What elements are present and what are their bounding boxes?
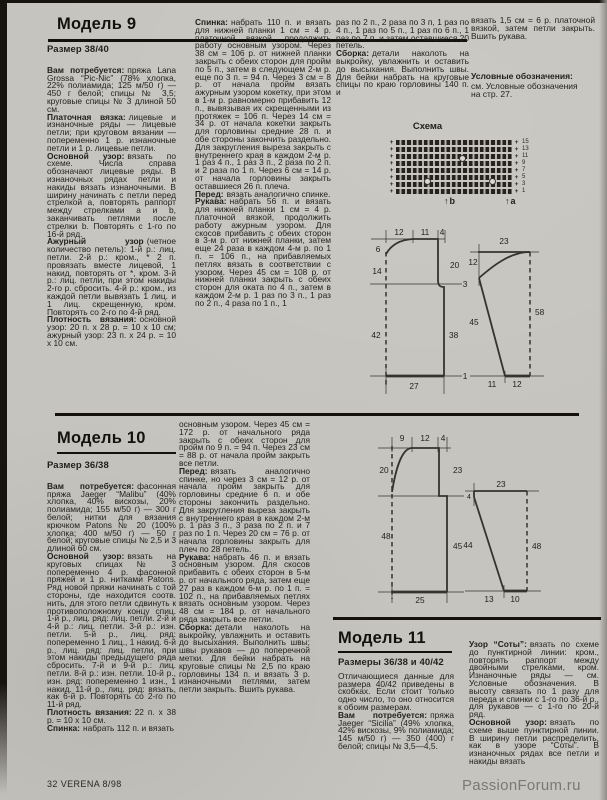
paragraph — [47, 316, 176, 347]
paragraph-text: детали наколоть на выкройку, увлажнить и оставить до высыхания. Выполнить швы; швы рукавов — до поперечной метки. Для бейки набрать на круговые спицы № 2,5 по краю горловины 134 п. и вязать 3 р. изнаночными петлями, затем петли закрыть. Вшить рукава. — [179, 621, 310, 695]
chart-row — [388, 174, 520, 181]
diagram-label: 58 — [535, 307, 545, 317]
rapport-arrow-b: ↑b — [444, 196, 456, 206]
paragraph — [179, 551, 310, 624]
paragraph-text: вязать на круговых спицах № 3 попеременно 4 р. фасонной пряжей и 1 р. нитками Patons. Ряд новой пряжи начинать с той стороны, где находится соотв. нить, для этого петли сдвинуть к противоположному концу спиц. 1-й р., лиц. ряд: лиц. петли. 2-й и 4-й р.: лиц. петли. 3-й р.: изн. петли. 5-й р., лиц. ряд: попеременно 1 лиц., 1 накид. 6-й р., лиц. ряд: лиц. петли, при этом накиды предыдущего ряда сбросить. 7-й и 9-й р.: лиц. петли. 8-й р.: изн. петли. 10-й р., изн. ряд: попеременно 1 изн., 1 накид. 11-й р., лиц. ряд: вязать, как 6-й р. Повторять со 2-го по 11-й ряд. — [47, 550, 176, 710]
paragraph — [338, 709, 454, 751]
paragraph — [47, 150, 176, 239]
chart-row-numbers — [522, 139, 534, 195]
diagram-label: 9 — [399, 433, 405, 443]
diagram-reference-lines — [370, 230, 462, 394]
model11-divider — [333, 617, 601, 620]
diagram-outline — [386, 239, 444, 376]
paragraph — [195, 198, 331, 307]
paragraph-lead: Перед: — [195, 188, 224, 199]
chart-row — [388, 146, 520, 153]
paragraph — [179, 465, 310, 554]
chart-row — [388, 139, 520, 146]
diagram-label: 23 — [496, 479, 506, 489]
chart-special-symbol — [489, 178, 496, 185]
paragraph-text: набрать 110 п. и вязать для нижней планки 1 см = 4 р. платочной вязкой, продолжить работу основным узором. Через 38 см = 106 р. от нижней планки закрыть с обеих сторон для пройм по 5 п., затем в следующем 2-м р. еще по 3 п. = 94 п. Через 3 см = 8 р. от начала пройм вязать ажурным узором кокетку, при этом в 1-м р. равномерно прибавить 12 п., вывязывая их скрещенными из протяжек = 106 п. Через 14 см = 34 р. от начала кокетки закрыть для горловины средние 28 п. и обе стороны закончить раздельно. Для закругления выреза закрыть с внутреннего края в каждом 2-м р. 1 раз 4 п., 1 раз 3 п., 2 раза по 2 п. и 2 раза по 1 п. Через 6 см = 14 р. от начала горловины закрыть оставшиеся 26 п. плеча. — [195, 17, 331, 191]
diagram-label: 38 — [449, 330, 459, 340]
paragraph-text: пряжа Jaeger “Sicilia” (49% хлопка, 42% вискозы, 9% полиамида; 145 м/50 г) — 350 (400) г белой; спицы № 3,5—4,5. — [338, 709, 454, 751]
paragraph-text: 22 п. х 38 р. = 10 х 10 см. — [47, 706, 176, 725]
paragraph-lead: Основной узор: — [469, 716, 547, 727]
diagram-label: 25 — [415, 595, 425, 605]
diagram-label: 27 — [409, 381, 419, 391]
diagram-label: 11 — [420, 227, 430, 237]
pattern-diagram-m10-body — [374, 431, 472, 615]
diagram-label: 20 — [450, 260, 460, 270]
paragraph-lead: Узор “Соты”: — [469, 639, 527, 649]
chart-row — [388, 181, 520, 188]
paragraph — [47, 111, 176, 153]
row-number: 11 — [522, 153, 529, 159]
row-number: 7 — [522, 167, 526, 173]
paragraph-text: пряжа Lana Grossa “Pic-Nic” (78% хлопка, 22% полиамида; 125 м/50 г) — 450 г белой; спицы № 3,5; круговые спицы № 3 длиной 50 см. — [47, 64, 176, 114]
chart-cells — [396, 147, 512, 152]
chart-row — [388, 160, 520, 167]
diagram-label: 23 — [453, 465, 463, 475]
row-number: 15 — [522, 139, 529, 145]
rapport-arrow-a: ↑a — [505, 196, 517, 206]
diagram-label: 3 — [462, 279, 468, 289]
scan-edge-right — [599, 0, 607, 800]
diagram-label: 6 — [375, 244, 381, 254]
legend-line: на стр. 27. — [471, 89, 513, 100]
edge-stitch-symbol: + — [514, 174, 519, 181]
chart-special-symbol — [459, 155, 466, 162]
model11-column-2 — [469, 641, 599, 766]
chart-cells — [396, 168, 512, 173]
paragraph-lead: Вам потребуется: — [47, 480, 135, 491]
diagram-label: 48 — [532, 541, 542, 551]
paragraph-text: раз по 2 п., 2 раза по 3 п, 1 раз по 4 п., 1 раз по 5 п., 1 раз по 6 п., 1 раз по 7 п. и затем оставшиеся 20 петель. — [336, 17, 469, 51]
model11-size: Размеры 36/38 и 40/42 — [338, 657, 444, 668]
diagram-outline — [478, 252, 530, 376]
diagram-label: 12 — [394, 227, 404, 237]
schema-heading: Схема — [412, 121, 443, 132]
diagram-label: 20 — [379, 465, 389, 475]
scan-edge-left — [0, 0, 7, 794]
diagram-label: 14 — [372, 266, 382, 276]
paragraph-text: лицевые и изнаночные ряды — лицевые петли; при круговом вязании — попеременно 1 р. изнаночные петли и 1 р. лицевые петли. — [47, 111, 176, 153]
model9-size: Размер 38/40 — [47, 44, 109, 55]
edge-stitch-symbol: + — [389, 139, 394, 146]
diagram-label: 12 — [512, 379, 522, 389]
paragraph-lead: Вам потребуется: — [47, 64, 125, 75]
diagram-label: 12 — [420, 433, 430, 443]
paragraph-text: вязать аналогично спинке, но через 3 см = 12 р. от начала пройм закрыть для горловины средние 6 п. и обе стороны закончить раздельно. Для закругления выреза закрыть с внутреннего края в каждом 2-м р. 1 раз 3 п., 3 раза по 2 п. и 7 раз по 1 п. Через 20 см = 76 р. от начала горловины закрыть для плеч по 28 петель. — [179, 465, 310, 554]
paragraph-text: вязать аналогично спинке. — [226, 188, 331, 199]
model9-column-2 — [195, 19, 331, 307]
paragraph-lead: Плотность вязания: — [47, 314, 137, 325]
diagram-label: 12 — [468, 257, 478, 267]
paragraph — [47, 722, 176, 733]
paragraph-lead: Сборка: — [179, 621, 212, 632]
paragraph-text: основной узор: 20 п. х 28 р. = 10 х 10 см; ажурный узор: 23 п. х 24 р. = 10 х 10 см. — [47, 314, 176, 348]
diagram-reference-lines — [470, 244, 544, 383]
row-number: 3 — [522, 181, 526, 187]
edge-stitch-symbol: + — [514, 160, 519, 167]
model10-size: Размер 36/38 — [47, 460, 109, 471]
model10-title: Модель 10 — [57, 429, 146, 447]
row-number: 1 — [522, 188, 526, 194]
model11-title-rule — [338, 651, 452, 653]
model11-title: Модель 11 — [338, 629, 426, 647]
paragraph-text: вязать по схеме. Числа справа обозначают лицевые ряды. В изнаночных рядах петли и накиды вязать изнаночными. В ширину начинать с петли перед стрелкой a, повторять раппорт между стрелками a и b, заканчивать петлями после стрелки b. Повторять с 1-го по 16-й ряд. — [47, 150, 176, 239]
paragraph-lead: Перед: — [179, 465, 208, 476]
diagram-label: 48 — [381, 531, 391, 541]
chart-row — [388, 167, 520, 174]
diagram-label: 13 — [484, 594, 494, 604]
chart-cells — [396, 140, 512, 145]
paragraph — [469, 641, 599, 719]
paragraph — [179, 421, 310, 468]
edge-stitch-symbol: + — [514, 146, 519, 153]
paragraph-lead: Спинка: — [47, 722, 80, 733]
scan-edge-top — [0, 0, 607, 3]
paragraph-text: вязать по схеме до пунктирной линии: кром., повторять раппорт между двойными стрелками, кром. Изнаночные ряды — см. Условные обозначения. В высоту связать по 1 разу для переда и спинки с 1-го по 36-й р., для рукавов — с 1-го по 20-й ряд. — [469, 639, 599, 720]
paragraph — [47, 238, 176, 316]
edge-stitch-symbol: + — [514, 153, 519, 160]
paragraph-text: вязать 1,5 см = 6 р. платочной вязкой, затем петли закрыть. Вшить рукава. — [471, 15, 595, 41]
legend-note — [471, 72, 601, 99]
paragraph-lead: Ажурный узор — [47, 236, 144, 247]
paragraph-text: основным узором. Через 45 см = 172 р. от начального ряда закрыть с обеих сторон для пройм по 9 п. = 94 п. Через 23 см = 88 р. от начала пройм закрыть все петли. — [179, 419, 310, 468]
paragraph-text: набрать 56 п. и вязать для нижней планки 1 см = 4 р. платочной вязкой, продолжить работу ажурным узором. Для скосов прибавить с обеих сторон в 3-м р. от нижней планки, затем еще 24 раза в каждом 4-м р. по 1 п. = 106 п., на прибавляемых петлях вязать в соответствии с узором. Через 45 см = 108 р. от нижней планки закрыть с обеих сторон для оката по 4 п., затем в каждом 2-м р. 1 раз по 3 п., 1 раз по 2 п., 4 раза по 1 п., 1 — [195, 196, 331, 308]
paragraph-text: Отличающиеся данные для размера 40/42 приведены в скобках. Если стоит только одно число, то оно относится к обоим размерам. — [338, 670, 454, 712]
section-divider — [55, 413, 579, 416]
diagram-label: 10 — [510, 594, 520, 604]
paragraph — [336, 19, 469, 50]
diagram-outline — [392, 448, 447, 592]
model9-title: Модель 9 — [57, 15, 137, 33]
edge-stitch-symbol: + — [389, 181, 394, 188]
paragraph — [47, 64, 176, 114]
edge-stitch-symbol: + — [514, 167, 519, 174]
edge-stitch-symbol: + — [514, 188, 519, 195]
paragraph-lead: Платочная вязка: — [47, 111, 126, 122]
legend-line: см. Условные обозначения — [471, 80, 578, 91]
paragraph — [179, 621, 310, 695]
paragraph-text: (четное количество петель): 1-й р.: лиц. петли. 2-й р.: кром., * 2 п. провязать вместе лицевой, 1 накид, повторять от *, кром. 3-й р.: лиц. петли, при этом накиды 2-го р. сбросить. 4-й р.: кром., из каждой петли вывязать 1 лиц. и 1 лиц. скрещенную, кром. Повторять со 2-го по 4-й ряд. — [47, 236, 176, 317]
edge-stitch-symbol: + — [389, 153, 394, 160]
chart-row — [388, 188, 520, 195]
diagram-label: 4 — [439, 227, 445, 237]
diagram-label: 4 — [467, 494, 471, 501]
paragraph — [471, 17, 595, 40]
diagram-label: 23 — [499, 236, 509, 246]
watermark: PassionForum.ru — [462, 777, 581, 794]
paragraph-lead: Спинка: — [195, 17, 228, 27]
edge-stitch-symbol: + — [389, 160, 394, 167]
paragraph — [469, 716, 599, 766]
chart-cells — [396, 189, 512, 194]
paragraph — [47, 550, 176, 710]
chart-row — [388, 153, 520, 160]
edge-stitch-symbol: + — [514, 181, 519, 188]
diagram-outline — [474, 491, 527, 591]
edge-stitch-symbol: + — [389, 188, 394, 195]
diagram-label: 45 — [469, 317, 479, 327]
diagram-reference-lines — [465, 483, 541, 598]
diagram-label: 42 — [371, 330, 381, 340]
model10-column-1 — [47, 462, 176, 732]
chart-cells — [396, 154, 512, 159]
paragraph-lead: Основной узор: — [47, 150, 125, 161]
paragraph-text: детали наколоть на выкройку, увлажнить и оставить до высыхания. Выполнить швы. Для бейки набрать на круговые спицы по краю горловины 140 п. и — [336, 48, 469, 98]
paragraph-lead: Рукава: — [195, 196, 227, 207]
edge-stitch-symbol: + — [389, 174, 394, 181]
page-footer: 32 VERENA 8/98 — [47, 779, 122, 789]
diagram-label: 1 — [462, 371, 468, 381]
diagram-reference-lines — [378, 437, 464, 603]
diagram-label: 45 — [453, 541, 463, 551]
paragraph-text: набрать 112 п. и вязать — [82, 722, 174, 733]
paragraph-lead: Плотность вязания: — [47, 706, 132, 717]
edge-stitch-symbol: + — [514, 139, 519, 146]
legend-heading: Условные обозначения: — [471, 71, 573, 81]
model10-title-rule — [57, 452, 176, 454]
paragraph-lead: Сборка: — [336, 48, 369, 59]
row-number: 9 — [522, 160, 526, 166]
paragraph-lead: Вам потребуется: — [338, 709, 428, 720]
paragraph — [338, 670, 454, 712]
pattern-diagram-m9-sleeve — [466, 224, 578, 406]
model9-column-3 — [336, 19, 469, 97]
model11-column-1 — [338, 659, 454, 751]
knitting-chart — [388, 139, 520, 195]
diagram-label: 4 — [440, 433, 446, 443]
diagram-label: 11 — [487, 379, 497, 389]
paragraph — [47, 480, 176, 554]
paragraph-text: вязать по схеме выше пунктирной линии. В ширину петли распределить, как в узоре “Соты”. В изнаночных рядах все петли и накиды вязать — [469, 716, 599, 766]
chart-cells — [396, 161, 512, 166]
paragraph-lead: Рукава: — [179, 551, 211, 562]
chart-special-symbol — [424, 178, 431, 185]
model9-column-1 — [47, 46, 176, 347]
diagram-label: 44 — [463, 540, 473, 550]
edge-stitch-symbol: + — [389, 146, 394, 153]
paragraph-lead: Основной узор: — [47, 550, 125, 561]
pattern-diagram-m9-body — [366, 224, 474, 406]
paragraph — [195, 19, 331, 191]
pattern-diagram-m10-sleeve — [461, 479, 549, 613]
row-number: 13 — [522, 146, 529, 152]
row-number: 5 — [522, 174, 526, 180]
paragraph-text: набрать 46 п. и вязать основным узором. Для скосов прибавить с обеих сторон в 5-м р. от начального ряда, затем еще 27 раз в каждом 6-м р. по 1 п. = 102 п., на прибавляемых петлях вязать основным узором. Через 48 см = 184 р. от начального ряда закрыть все петли. — [179, 551, 310, 624]
paragraph — [336, 50, 469, 97]
paragraph-text: фасонная пряжа Jaeger “Malibu” (40% хлопка, 40% вискозы, 20% полиамида; 155 м/50 г) — 300 г белой; нитки для вязания крючком Patons № 20 (100% хлопка; 400 м/50 г) — 50 г белой; круговые спицы № 2,5 и 3 длиной 60 см. — [47, 480, 176, 554]
edge-stitch-symbol: + — [389, 167, 394, 174]
model9-column-4 — [471, 17, 595, 40]
model10-column-2 — [179, 421, 310, 694]
